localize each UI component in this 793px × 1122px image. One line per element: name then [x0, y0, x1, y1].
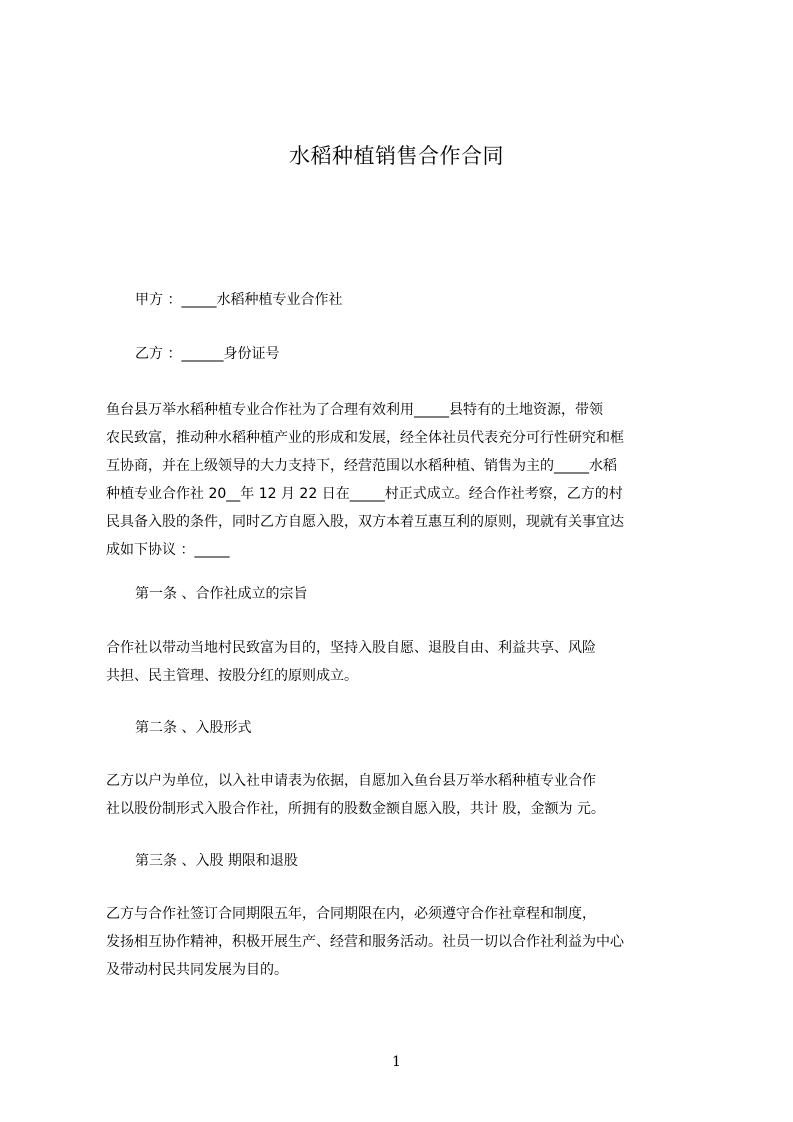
- article-3-heading: 第三条 、入股 期限和退股: [135, 853, 298, 869]
- article-3-line: 乙方与合作社签订合同期限五年，合同期限在内，必须遵守合作社章程和制度，: [106, 906, 596, 922]
- intro-line: 民具备入股的条件，同时乙方自愿入股，双方本着互惠互利的原则，现就有关事宜达: [106, 514, 624, 530]
- intro-line: 互协商，并在上级领导的大力支持下，经营范围以水稻种植、销售为主的_____水稻: [106, 458, 617, 474]
- article-1-line: 合作社以带动当地村民致富为目的，坚持入股自愿、退股自由、利益共享、风险: [106, 640, 596, 656]
- contract-title: 水稻种植销售合作合同: [289, 144, 504, 168]
- intro-line: 鱼台县万举水稻种植专业合作社为了合理有效利用_____县特有的土地资源，带领: [106, 402, 603, 418]
- page-number: 1: [392, 1054, 401, 1070]
- party-a-line: 甲方 ：_____水稻种植专业合作社: [135, 292, 343, 308]
- article-1-heading: 第一条 、合作社成立的宗旨: [135, 586, 308, 602]
- article-3-line: 发扬相互协作精神，积极开展生产、经营和服务活动。社员一切以合作社利益为中心: [106, 934, 624, 950]
- intro-line: 成如下协议 ：_____: [106, 542, 230, 558]
- article-3-line: 及带动村民共同发展为目的。: [106, 962, 288, 978]
- intro-line: 农民致富，推动种水稻种植产业的形成和发展，经全体社员代表充分可行性研究和框: [106, 430, 624, 446]
- party-b-line: 乙方 ：______身份证号: [135, 346, 280, 362]
- article-2-heading: 第二条 、入股形式: [135, 720, 252, 736]
- article-1-line: 共担、民主管理、按股分红的原则成立。: [106, 668, 358, 684]
- article-2-line: 乙方以户为单位，以入社申请表为依据，自愿加入鱼台县万举水稻种植专业合作: [106, 773, 596, 789]
- intro-line: 种植专业合作社 20__年 12 月 22 日在_____村正式成立。经合作社考察，乙方的村: [106, 486, 623, 502]
- article-2-line: 社以股份制形式入股合作社，所拥有的股数金额自愿入股，共计 股，金额为 元。: [106, 801, 605, 817]
